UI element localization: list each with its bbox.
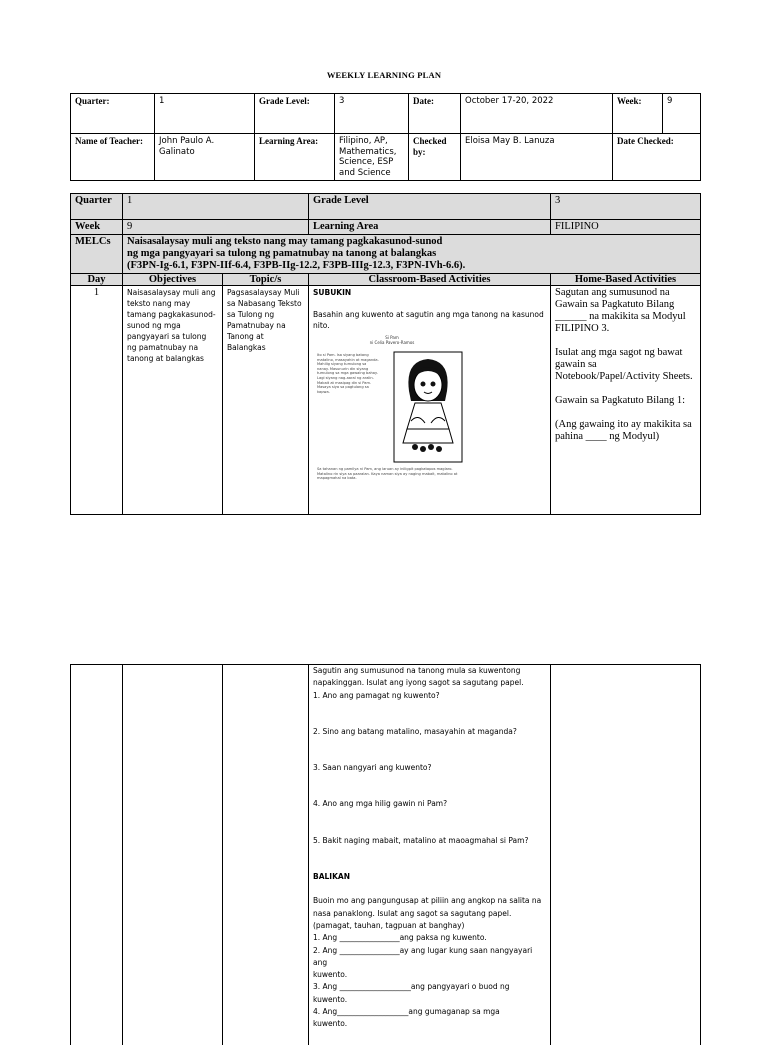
balikan-heading: BALIKAN xyxy=(313,872,350,882)
story-paragraph-1: Ito si Pam. Isa siyang batang matalino, masayahin at maganda. Mahilig siyang tumulong sa nanay. Masunurin din siyang tumulong sa mga gawaing bahay. Lagi siyang nag-aaral ng aralin. Mabait at masipag din si Pam. Masaya siya sa pagtulong sa kapwa. xyxy=(317,353,379,394)
plan-table xyxy=(70,193,701,515)
col-header-objectives: Objectives xyxy=(123,274,223,286)
home-text-2: Isulat ang mga sagot ng bawat gawain sa Notebook/Papel/Activity Sheets. xyxy=(555,347,693,382)
melcs-line-2: ng mga pangyayari sa tulong ng pamatnubay na tanong at balangkas xyxy=(127,248,437,259)
objective-text: Naisasalaysay muli ang teksto nang may tamang pagkakasunod-sunod ng mga pangyayari sa tulong ng pamatnubay na tanong at balangkas xyxy=(123,286,223,515)
grade-level-label: Grade Level: xyxy=(255,94,335,134)
continued-home-cell xyxy=(551,665,701,1045)
topic-text: Pagsasalaysay Muli sa Nabasang Teksto sa Tulong ng Pamatnubay na Tanong at Balangkas xyxy=(223,286,309,515)
melcs-label: MELCs xyxy=(71,235,123,274)
balikan-item-4: 4. Ang___________________ang gumaganap sa mga xyxy=(313,1007,500,1017)
balikan-item-3-cont: kuwento. xyxy=(313,994,348,1004)
continued-objective-cell xyxy=(123,665,223,1045)
question-3: 3. Saan nangyari ang kuwento? xyxy=(313,763,432,773)
header-info-table xyxy=(70,93,701,181)
home-text-4: (Ang gawaing ito ay makikita sa pahina ____ ng Modyul) xyxy=(555,419,692,442)
story-paragraph-2: Sa tahanan ng pamilya ni Pam, ang laruan ay iniligpit pagkatapos maglaro. Matalino rin siya sa paaralan. Kaya naman siya ay naging mabait, matalino at mapagmahal na bata. xyxy=(317,467,458,481)
questions-intro: Sagutin ang sumusunod na tanong mula sa kuwentong napakinggan. Isulat ang iyong sagot sa sagutang papel. xyxy=(313,666,524,688)
checked-by-value: Eloisa May B. Lanuza xyxy=(461,134,613,181)
plan-week-label: Week xyxy=(71,220,123,235)
classroom-activity xyxy=(309,286,551,515)
continued-day-cell xyxy=(71,665,123,1045)
plan-grade-value: 3 xyxy=(551,194,701,220)
week-value: 9 xyxy=(663,94,701,134)
melcs-line-1: Naisasalaysay muli ang teksto nang may tamang pagkakasunod-sunod xyxy=(127,236,443,247)
story-author: ni Celia Pavero-Ramos xyxy=(369,340,415,345)
col-header-classroom: Classroom-Based Activities xyxy=(309,274,551,286)
date-value: October 17-20, 2022 xyxy=(461,94,613,134)
home-text-3: Gawain sa Pagkatuto Bilang 1: xyxy=(555,395,686,406)
learning-area-value: Filipino, AP, Mathematics, Science, ESP and Science xyxy=(335,134,409,181)
balikan-choices: (pamagat, tauhan, tagpuan at banghay) xyxy=(313,920,465,930)
plan-grade-label: Grade Level xyxy=(309,194,551,220)
col-header-home: Home-Based Activities xyxy=(551,274,701,286)
checked-by-label: Checked by: xyxy=(409,134,461,181)
plan-week-value: 9 xyxy=(123,220,309,235)
document-title: WEEKLY LEARNING PLAN xyxy=(326,70,442,80)
balikan-item-2-cont: kuwento. xyxy=(313,970,348,980)
story-heading xyxy=(313,335,471,345)
continued-topic-cell xyxy=(223,665,309,1045)
question-5: 5. Bakit naging mabait, matalino at maoagmahal si Pam? xyxy=(313,835,529,845)
teacher-label: Name of Teacher: xyxy=(71,134,155,181)
question-1: 1. Ano ang pamagat ng kuwento? xyxy=(313,690,440,700)
balikan-item-4-cont: kuwento. xyxy=(313,1019,348,1029)
continued-activity-cell xyxy=(309,665,551,1045)
home-based-activities xyxy=(551,286,701,515)
subukin-heading: SUBUKIN xyxy=(313,288,352,297)
learning-area-label: Learning Area: xyxy=(255,134,335,181)
date-checked-label: Date Checked: xyxy=(613,134,701,181)
story-title: Si Pam xyxy=(385,335,399,340)
col-header-day: Day xyxy=(71,274,123,286)
girl-drawing-icon xyxy=(393,351,463,463)
col-header-topics: Topic/s xyxy=(223,274,309,286)
continued-table xyxy=(70,664,701,1045)
home-text-1: Sagutan ang sumusunod na Gawain sa Pagkatuto Bilang ______ na makikita sa Modyul FILIPINO 3. xyxy=(555,287,686,334)
grade-level-value: 3 xyxy=(335,94,409,134)
melcs-text xyxy=(123,235,701,274)
day-value: 1 xyxy=(71,286,123,515)
plan-area-value: FILIPINO xyxy=(551,220,701,235)
question-2: 2. Sino ang batang matalino, masayahin at maganda? xyxy=(313,726,517,736)
balikan-item-2: 2. Ang ________________ay ang lugar kung saan nangyayari ang xyxy=(313,945,533,967)
plan-quarter-value: 1 xyxy=(123,194,309,220)
balikan-item-3: 3. Ang ___________________ang pangyayari o buod ng xyxy=(313,982,510,992)
date-label: Date: xyxy=(409,94,461,134)
quarter-value: 1 xyxy=(155,94,255,134)
week-label: Week: xyxy=(613,94,663,134)
plan-quarter-label: Quarter xyxy=(71,194,123,220)
question-4: 4. Ano ang mga hilig gawin ni Pam? xyxy=(313,799,448,809)
balikan-item-1: 1. Ang ________________ang paksa ng kuwento. xyxy=(313,933,487,943)
plan-area-label: Learning Area xyxy=(309,220,551,235)
story-illustration xyxy=(313,335,471,510)
quarter-label: Quarter: xyxy=(71,94,155,134)
balikan-instruction: Buoin mo ang pangungusap at piliin ang angkop na salita na nasa panaklong. Isulat ang sagot sa sagutang papel. xyxy=(313,896,542,918)
melcs-line-3: (F3PN-Ig-6.1, F3PN-IIf-6.4, F3PB-IIg-12.2, F3PB-IIIg-12.3, F3PN-IVh-6.6). xyxy=(127,260,466,271)
teacher-value: John Paulo A. Galinato xyxy=(155,134,255,181)
subukin-instruction: Basahin ang kuwento at sagutin ang mga tanong na kasunod nito. xyxy=(313,310,544,330)
